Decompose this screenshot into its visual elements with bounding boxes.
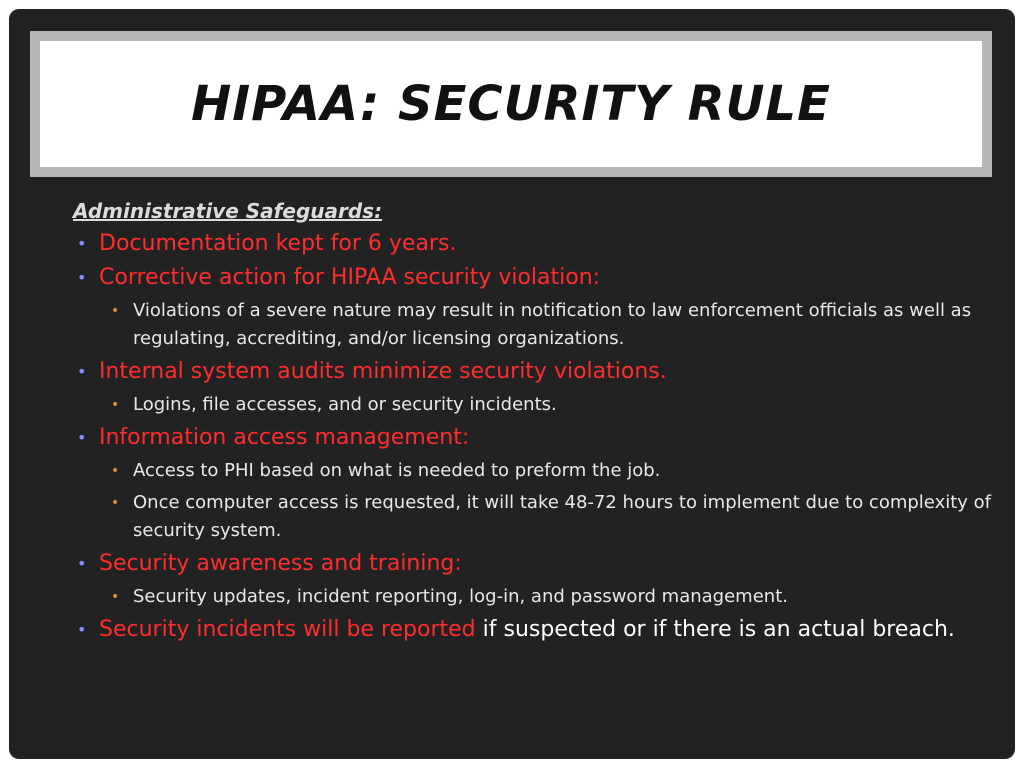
slide-title: HIPAA: SECURITY RULE [191,76,831,132]
sub-bullet-violations: • Violations of a severe nature may result in notification to law enforcement officials as well as regulating, accrediting, and/or licensing organizations. [73,297,1003,353]
bullet-incidents-reported [73,615,1003,645]
sub-bullet-logins: • Logins, file accesses, and or security incidents. [73,391,1003,419]
incidents-rest-text: if suspected or if there is an actual breach. [475,617,955,642]
incidents-red-text: Security incidents will be reported [99,617,476,642]
bullet-access-management: • Information access management: [73,423,1003,453]
sub-bullet-computer-access: • Once computer access is requested, it will take 48-72 hours to implement due to complexity of security system. [73,489,1003,545]
bullet-documentation: • Documentation kept for 6 years. [73,229,1003,259]
title-box [40,41,982,167]
bullet-list [73,229,1003,645]
sub-bullet-security-updates: • Security updates, incident reporting, log-in, and password management. [73,583,1003,611]
sub-bullet-phi-access: • Access to PHI based on what is needed to preform the job. [73,457,1003,485]
title-frame [30,31,992,177]
slide [9,9,1015,759]
bullet-corrective-action: • Corrective action for HIPAA security violation: [73,263,1003,293]
bullet-audits: • Internal system audits minimize security violations. [73,357,1003,387]
bullet-awareness-training: • Security awareness and training: [73,549,1003,579]
section-heading: Administrative Safeguards: [73,199,383,223]
slide-content [73,199,1003,649]
